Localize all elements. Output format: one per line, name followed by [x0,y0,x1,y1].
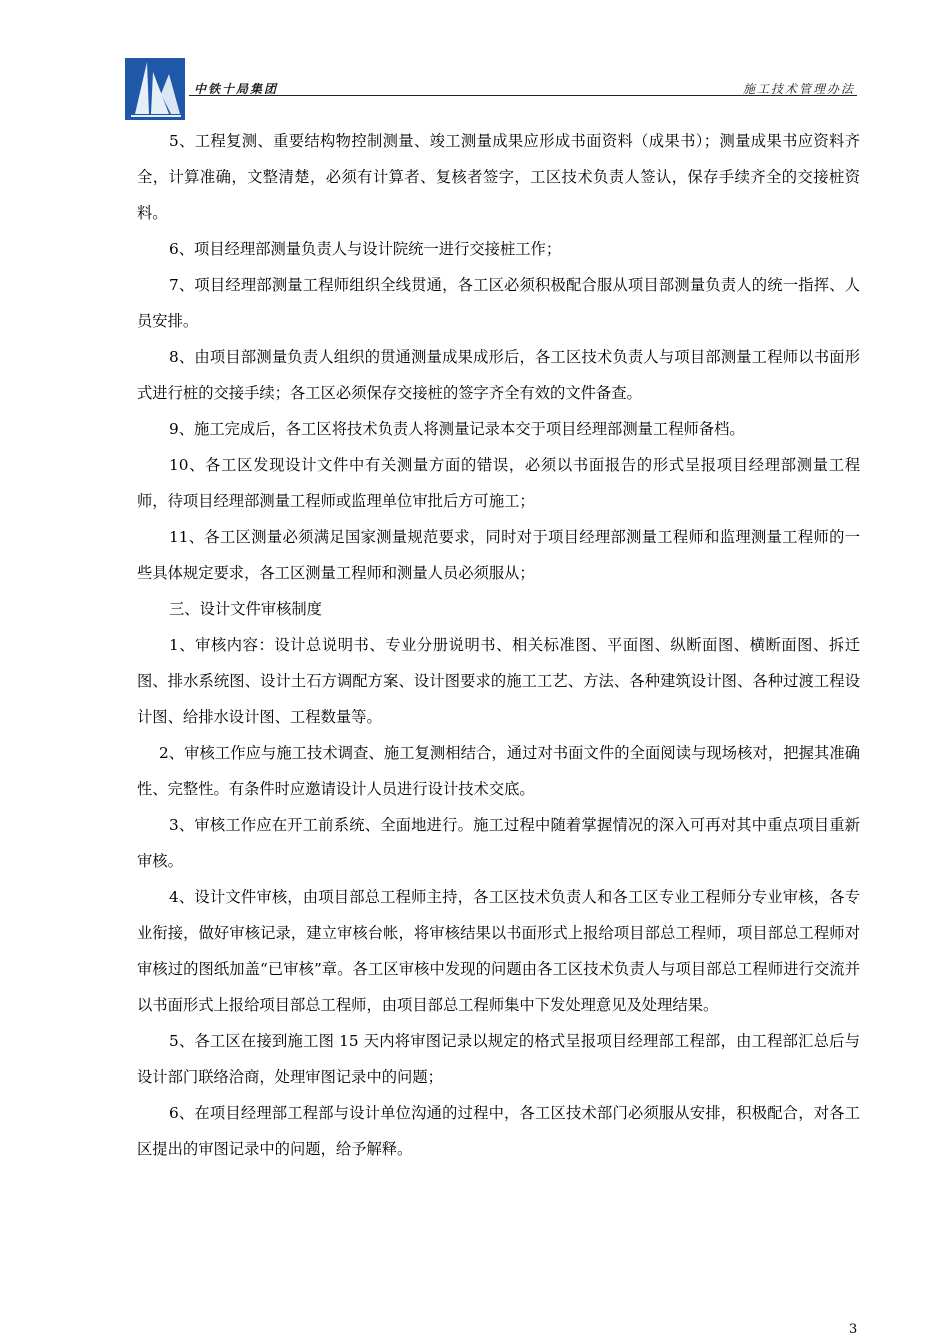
page-header [125,58,857,120]
sail-logo-icon [125,58,185,120]
paragraph: 6、项目经理部测量负责人与设计院统一进行交接桩工作； [169,240,562,258]
paragraph: 3、审核工作应在开工前系统、全面地进行。施工过程中随着掌握情况的深入可再对其中重点项目重新审核。 [137,816,860,870]
paragraph: 2、审核工作应与施工技术调查、施工复测相结合，通过对书面文件的全面阅读与现场核对，把握其准确性、完整性。有条件时应邀请设计人员进行设计技术交底。 [137,744,860,798]
paragraph: 6、在项目经理部工程部与设计单位沟通的过程中，各工区技术部门必须服从安排，积极配合，对各工区提出的审图记录中的问题，给予解释。 [137,1104,860,1158]
paragraph: 8、由项目部测量负责人组织的贯通测量成果成形后，各工区技术负责人与项目部测量工程师以书面形式进行桩的交接手续；各工区必须保存交接桩的签字齐全有效的文件备查。 [137,348,860,402]
document-title: 施工技术管理办法 [742,82,855,96]
paragraph: 5、工程复测、重要结构物控制测量、竣工测量成果应形成书面资料（成果书）；测量成果书应资料齐全，计算准确，文整清楚，必须有计算者、复核者签字，工区技术负责人签认，保存手续齐全的交接桩资料。 [137,132,860,222]
header-divider [189,95,857,96]
paragraph: 7、项目经理部测量工程师组织全线贯通，各工区必须积极配合服从项目部测量负责人的统一指挥、人员安排。 [137,276,860,330]
paragraph: 9、施工完成后，各工区将技术负责人将测量记录本交于项目经理部测量工程师备档。 [169,420,745,438]
company-name: 中铁十局集团 [194,82,279,96]
paragraph: 11、各工区测量必须满足国家测量规范要求，同时对于项目经理部测量工程师和监理测量工程师的一些具体规定要求，各工区测量工程师和测量人员必须服从； [137,528,860,582]
paragraph: 10、各工区发现设计文件中有关测量方面的错误，必须以书面报告的形式呈报项目经理部测量工程师，待项目经理部测量工程师或监理单位审批后方可施工； [137,456,860,510]
paragraph: 4、设计文件审核，由项目部总工程师主持，各工区技术负责人和各工区专业工程师分专业审核，各专业衔接，做好审核记录，建立审核台帐，将审核结果以书面形式上报给项目部总工程师，项目部总工程师对审核过的图纸加盖“已审核”章。各工区审核中发现的问题由各工区技术负责人与项目部总工程师进行交流并以书面形式上报给项目部总工程师，由项目部总工程师集中下发处理意见及处理结果。 [137,888,860,1014]
paragraph: 1、审核内容：设计总说明书、专业分册说明书、相关标准图、平面图、纵断面图、横断面图、拆迁图、排水系统图、设计土石方调配方案、设计图要求的施工工艺、方法、各种建筑设计图、各种过渡工程设计图、给排水设计图、工程数量等。 [137,636,860,726]
document-body [137,123,860,1167]
paragraph: 5、各工区在接到施工图 15 天内将审图记录以规定的格式呈报项目经理部工程部，由工程部汇总后与设计部门联络洽商，处理审图记录中的问题； [137,1032,860,1086]
section-heading: 三、设计文件审核制度 [169,600,322,618]
page-number: 3 [849,1322,858,1337]
